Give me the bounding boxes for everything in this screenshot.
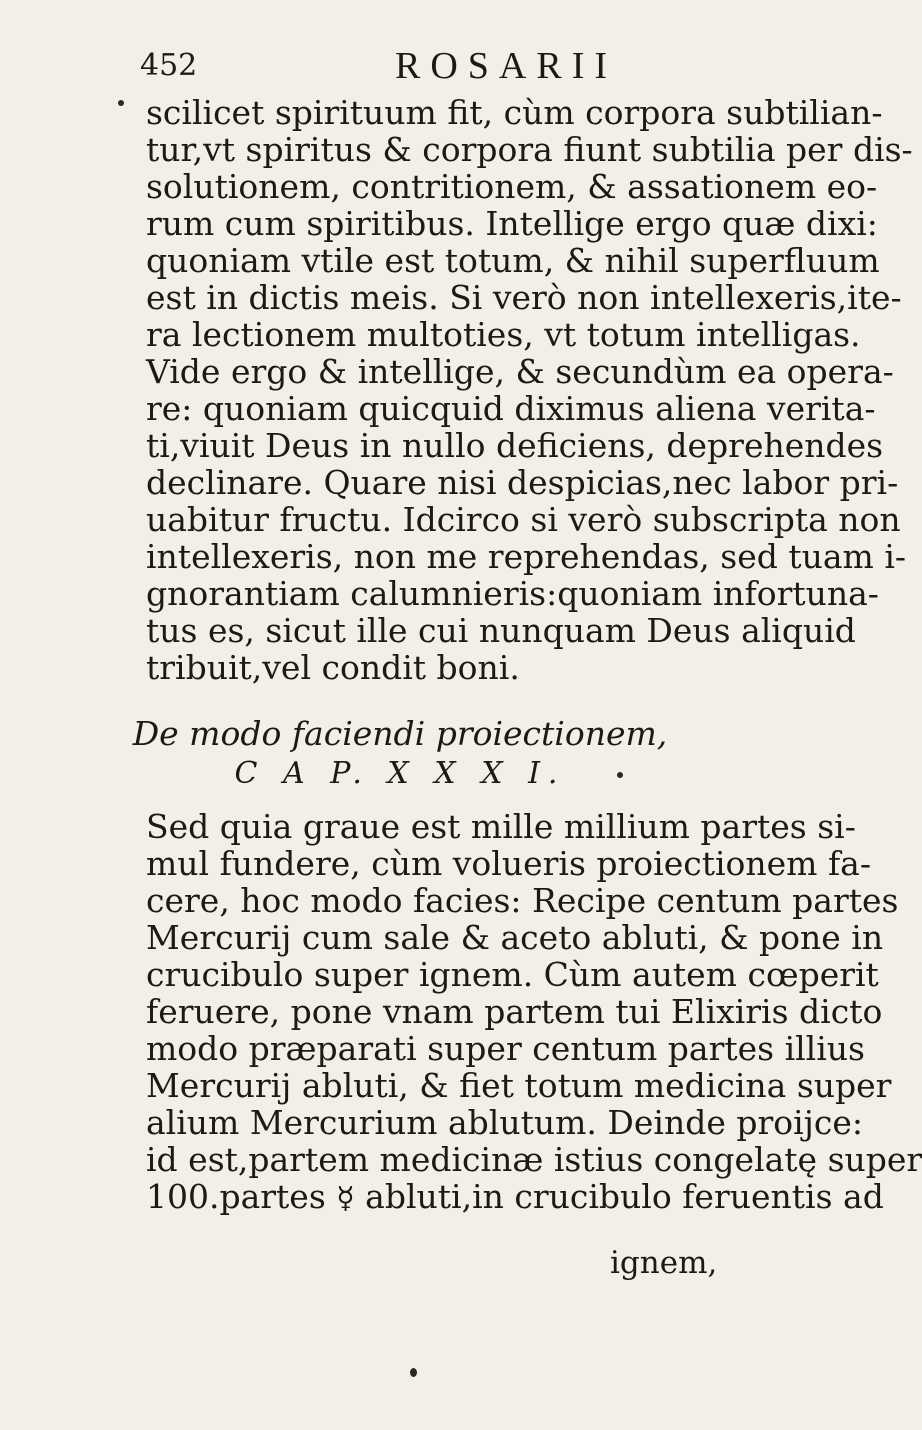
running-head: ROSARII [395, 45, 618, 87]
text-line: id est,partem medicinæ istius congelatę super [146, 1140, 922, 1179]
text-line: tur,vt spiritus & corpora fiunt subtilia per dis- [146, 130, 913, 169]
text-line: alium Mercurium ablutum. Deinde proijce: [146, 1103, 864, 1142]
text-line: solutionem, contritionem, & assationem eo- [146, 167, 878, 206]
chapter-number: C A P. X X X I. [234, 756, 566, 791]
text-line: uabitur fructu. Idcirco si verò subscripta non [146, 500, 901, 539]
text-line: tribuit,vel condit boni. [146, 648, 520, 687]
text-line: feruere, pone vnam partem tui Elixiris dicto [146, 992, 883, 1031]
text-segment: 100.partes [146, 1177, 337, 1216]
text-line: quoniam vtile est totum, & nihil superfluum [146, 241, 880, 280]
text-line: ra lectionem multoties, vt totum intelligas. [146, 315, 861, 354]
text-line: re: quoniam quicquid diximus aliena verita- [146, 389, 876, 428]
page-number: 452 [140, 48, 198, 83]
ink-speck [118, 100, 124, 106]
text-line: est in dictis meis. Si verò non intellexeris,ite- [146, 278, 902, 317]
text-segment: abluti,in crucibulo feruentis ad [354, 1177, 884, 1216]
page-header [140, 45, 780, 88]
text-line: Mercurij abluti, & fiet totum medicina super [146, 1066, 892, 1105]
text-line: crucibulo super ignem. Cùm autem cœperit [146, 955, 879, 994]
text-line: Mercurij cum sale & aceto abluti, & pone in [146, 918, 884, 957]
ink-speck [410, 1368, 417, 1377]
chapter-title: De modo faciendi proiectionem, [132, 714, 668, 753]
text-line: Sed quia graue est mille millium partes si- [146, 807, 856, 846]
text-line: mul fundere, cùm volueris proiectionem fa- [146, 844, 871, 883]
mercury-symbol-icon: ☿ [336, 1181, 355, 1216]
text-line: modo præparati super centum partes illius [146, 1029, 865, 1068]
text-line: ti,viuit Deus in nullo deficiens, deprehendes [146, 426, 884, 465]
text-line: intellexeris, non me reprehendas, sed tuam i- [146, 537, 907, 576]
text-line: scilicet spirituum fit, cùm corpora subtilian- [146, 93, 883, 132]
text-line: tus es, sicut ille cui nunquam Deus aliquid [146, 611, 856, 650]
catchword: ignem, [610, 1245, 718, 1281]
text-line: rum cum spiritibus. Intellige ergo quæ dixi: [146, 204, 878, 243]
text-line: Vide ergo & intellige, & secundùm ea opera- [146, 352, 894, 391]
text-line-with-symbol [146, 1177, 884, 1217]
ink-speck [617, 772, 623, 778]
text-line: gnorantiam calumnieris:quoniam infortuna- [146, 574, 879, 613]
text-line: cere, hoc modo facies: Recipe centum partes [146, 881, 899, 920]
text-line: declinare. Quare nisi despicias,nec labor pri- [146, 463, 899, 502]
